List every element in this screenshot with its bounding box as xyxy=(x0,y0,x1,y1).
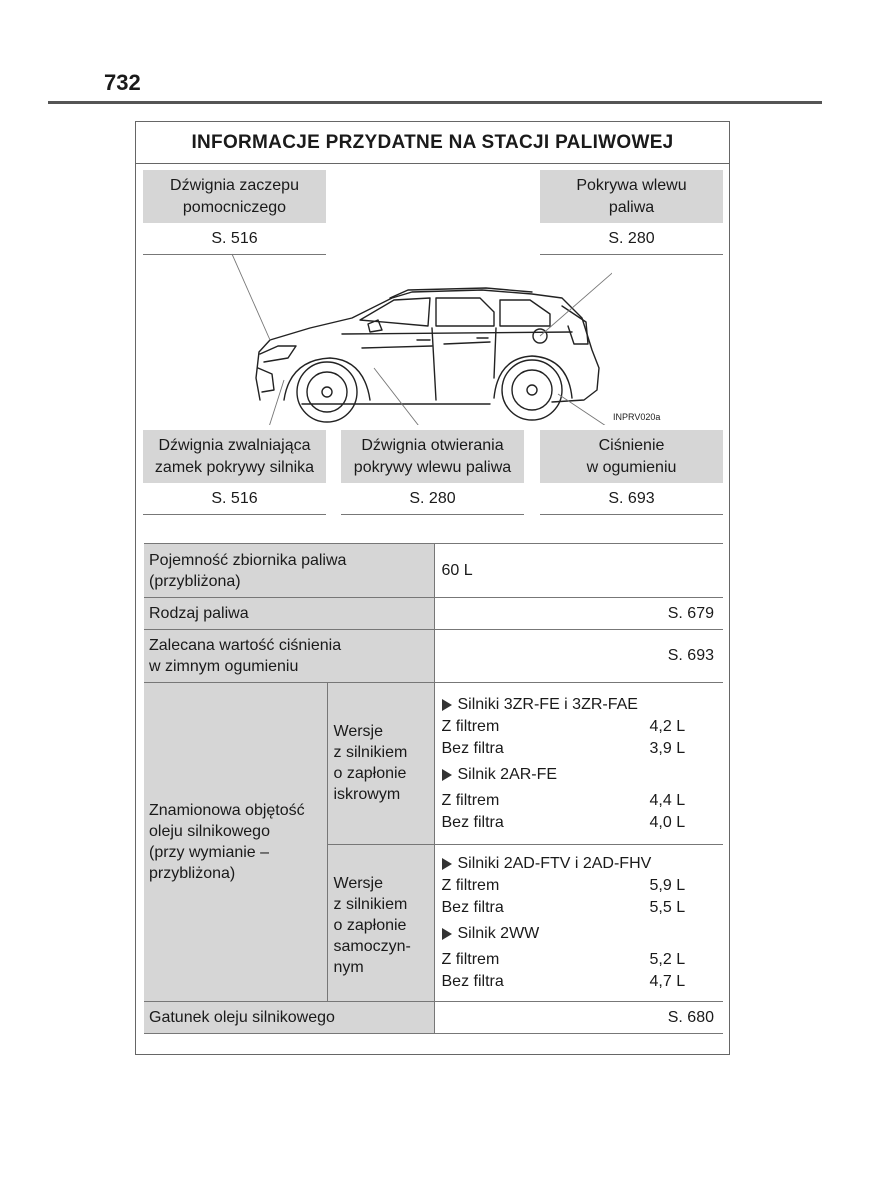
label-line: iskrowym xyxy=(333,786,401,803)
oil-grade-label: Gatunek oleju silnikowego xyxy=(144,1002,434,1034)
oil-row xyxy=(442,971,719,993)
label-line: o zapłonie xyxy=(333,917,407,934)
fuel-capacity-label xyxy=(144,544,434,598)
oil-row-value: 5,9 L xyxy=(649,877,686,894)
figure-code: INPRV020a xyxy=(613,412,661,422)
callout-label-line: Pokrywa wlewu xyxy=(576,176,687,194)
oil-row xyxy=(442,738,719,760)
oil-row-value: 4,2 L xyxy=(649,717,686,735)
oil-row-value: 4,7 L xyxy=(649,973,686,990)
callout-label-line: Dźwignia zwalniająca xyxy=(158,436,311,454)
callout-label-line: w ogumieniu xyxy=(586,458,677,476)
triangle-bullet-icon xyxy=(442,699,452,711)
oil-row-value: 5,5 L xyxy=(649,899,686,916)
label-line: oleju silnikowego xyxy=(149,823,270,840)
oil-row-value: 4,0 L xyxy=(649,813,686,831)
callout-hood-lock-release-lever xyxy=(143,430,326,515)
label-line: z silnikiem xyxy=(333,896,408,913)
oil-capacity-label xyxy=(144,683,327,1002)
callout-auxiliary-catch-lever xyxy=(143,170,326,255)
section-title: INFORMACJE PRZYDATNE NA STACJI PALIWOWEJ xyxy=(136,122,729,164)
oil-row-label: Z filtrem xyxy=(441,791,500,809)
table-row xyxy=(144,683,723,845)
label-line: z silnikiem xyxy=(333,744,408,761)
triangle-bullet-icon xyxy=(442,769,452,781)
label-line: przybliżona) xyxy=(149,865,236,882)
fuel-type-page-ref: S. 679 xyxy=(434,598,723,630)
oil-row-label: Bez filtra xyxy=(441,739,504,757)
callout-label-line: pokrywy wlewu paliwa xyxy=(353,458,512,476)
fuel-type-label: Rodzaj paliwa xyxy=(144,598,434,630)
callout-label-line: paliwa xyxy=(608,198,655,216)
callout-label xyxy=(143,170,326,223)
callout-page-ref: S. 280 xyxy=(540,223,723,255)
callout-label xyxy=(143,430,326,483)
oil-row-value: 4,4 L xyxy=(649,791,686,809)
cold-tire-pressure-label xyxy=(144,630,434,683)
oil-row-label: Bez filtra xyxy=(441,973,504,990)
label-line: Pojemność zbiornika paliwa xyxy=(149,551,347,569)
callout-fuel-door-opener xyxy=(341,430,524,515)
oil-row-label: Z filtrem xyxy=(441,877,500,894)
label-line: Znamionowa objętość xyxy=(149,802,305,819)
label-line: Wersje xyxy=(333,875,383,892)
cold-tire-pressure-page-ref: S. 693 xyxy=(434,630,723,683)
oil-row-label: Z filtrem xyxy=(441,951,500,968)
triangle-bullet-icon xyxy=(442,928,452,940)
callout-page-ref: S. 280 xyxy=(341,483,524,515)
engine-name: Silnik 2WW xyxy=(457,925,540,942)
suv-illustration xyxy=(232,250,612,425)
label-line: w zimnym ogumieniu xyxy=(149,658,299,675)
callout-label-line: zamek pokrywy silnika xyxy=(154,458,315,476)
label-line: Zalecana wartość ciśnienia xyxy=(149,637,342,654)
callout-label-line: Ciśnienie xyxy=(598,436,665,454)
oil-grade-page-ref: S. 680 xyxy=(434,1002,723,1034)
oil-row xyxy=(442,897,719,919)
callout-label xyxy=(540,170,723,223)
engine-heading xyxy=(442,694,719,716)
gasoline-group-label xyxy=(327,683,434,845)
label-line: samoczyn- xyxy=(333,938,411,955)
callout-label-line: pomocniczego xyxy=(182,198,287,216)
oil-row-value: 3,9 L xyxy=(649,739,686,757)
callout-page-ref: S. 693 xyxy=(540,483,723,515)
callout-label-line: Dźwignia zaczepu xyxy=(170,176,299,194)
oil-row-value: 5,2 L xyxy=(649,951,686,968)
table-row xyxy=(144,598,723,630)
label-line: Wersje xyxy=(333,723,383,740)
callout-tire-pressure xyxy=(540,430,723,515)
oil-row-label: Bez filtra xyxy=(441,813,504,831)
oil-row xyxy=(442,875,719,897)
table-row xyxy=(144,1002,723,1034)
label-line: (przy wymianie – xyxy=(149,844,270,861)
engine-heading xyxy=(442,923,719,945)
engine-heading xyxy=(442,853,719,875)
oil-row xyxy=(442,716,719,738)
gasoline-oil-values xyxy=(434,683,723,845)
table-row xyxy=(144,630,723,683)
callout-label xyxy=(540,430,723,483)
diesel-group-label xyxy=(327,845,434,1002)
oil-row-label: Bez filtra xyxy=(441,899,504,916)
callout-page-ref: S. 516 xyxy=(143,483,326,515)
fuel-info-table xyxy=(144,543,723,1034)
callout-fuel-filler-door xyxy=(540,170,723,255)
callout-page-ref: S. 516 xyxy=(143,223,326,255)
page-number: 732 xyxy=(104,70,141,95)
oil-row xyxy=(442,949,719,971)
fuel-capacity-value: 60 L xyxy=(434,544,723,598)
engine-name: Silnik 2AR-FE xyxy=(457,765,558,783)
engine-name: Silniki 2AD-FTV i 2AD-FHV xyxy=(457,855,652,872)
engine-name: Silniki 3ZR-FE i 3ZR-FAE xyxy=(457,695,638,713)
triangle-bullet-icon xyxy=(442,858,452,870)
table-row xyxy=(144,544,723,598)
diesel-oil-values xyxy=(434,845,723,1002)
callout-label xyxy=(341,430,524,483)
engine-heading xyxy=(442,764,719,786)
oil-row xyxy=(442,790,719,812)
oil-row-label: Z filtrem xyxy=(441,717,500,735)
callout-label-line: Dźwignia otwierania xyxy=(361,436,504,454)
label-line: (przybliżona) xyxy=(149,572,241,590)
label-line: o zapłonie xyxy=(333,765,407,782)
oil-row xyxy=(442,812,719,834)
label-line: nym xyxy=(333,959,364,976)
header-rule xyxy=(48,101,822,104)
